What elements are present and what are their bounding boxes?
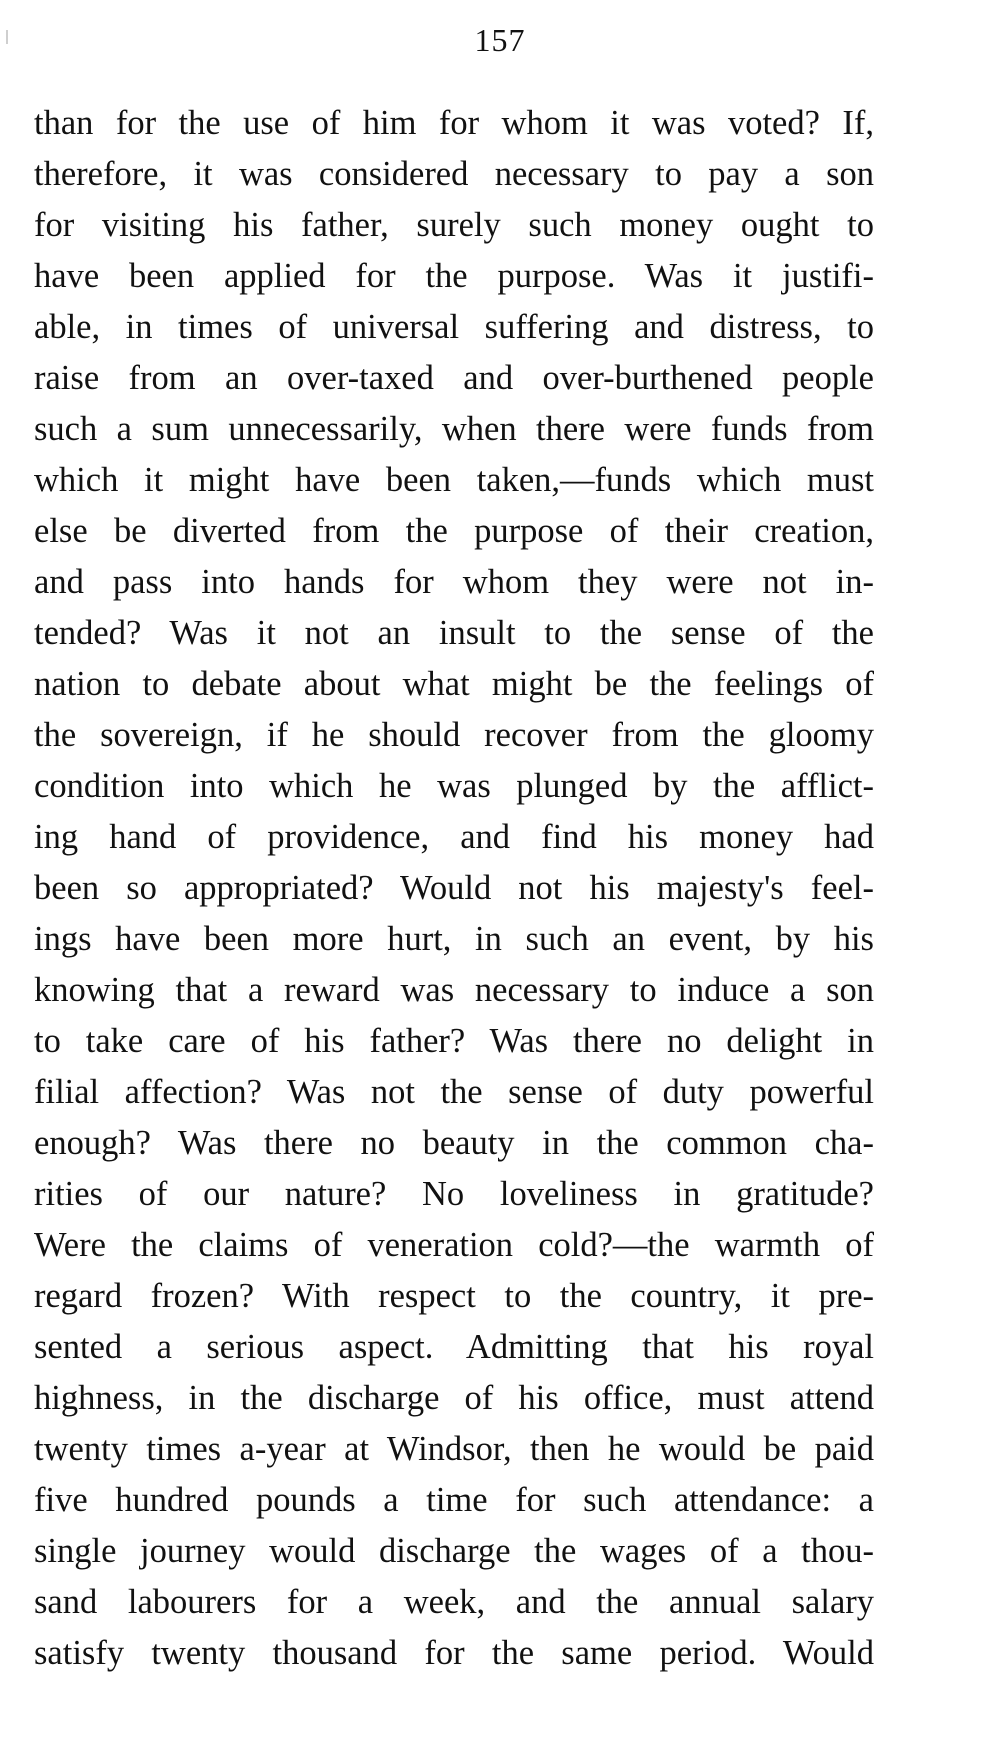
text-line: knowing that a reward was necessary to induce a son [34, 971, 874, 1009]
text-line: else be diverted from the purpose of their creation, [34, 512, 874, 550]
text-line: sand labourers for a week, and the annual salary [34, 1583, 874, 1621]
text-line: such a sum unnecessarily, when there were funds from [34, 410, 874, 448]
text-line: and pass into hands for whom they were not in- [34, 563, 874, 601]
text-line: regard frozen? With respect to the country, it pre- [34, 1277, 874, 1315]
text-line: have been applied for the purpose. Was it justifi- [34, 257, 874, 295]
text-line: single journey would discharge the wages of a thou- [34, 1532, 874, 1570]
body-text [34, 98, 874, 1679]
text-line: condition into which he was plunged by the afflict- [34, 767, 874, 805]
text-line: satisfy twenty thousand for the same period. Would [34, 1634, 874, 1672]
text-line: therefore, it was considered necessary to pay a son [34, 155, 874, 193]
text-line: highness, in the discharge of his office, must attend [34, 1379, 874, 1417]
text-line: five hundred pounds a time for such attendance: a [34, 1481, 874, 1519]
text-line: been so appropriated? Would not his majesty's feel- [34, 869, 874, 907]
text-line: filial affection? Was not the sense of duty powerful [34, 1073, 874, 1111]
text-line: ings have been more hurt, in such an event, by his [34, 920, 874, 958]
text-line: twenty times a-year at Windsor, then he would be paid [34, 1430, 874, 1468]
text-line: Were the claims of veneration cold?—the warmth of [34, 1226, 874, 1264]
text-line: enough? Was there no beauty in the common cha- [34, 1124, 874, 1162]
text-line: sented a serious aspect. Admitting that his royal [34, 1328, 874, 1366]
text-line: the sovereign, if he should recover from the gloomy [34, 716, 874, 754]
text-line: for visiting his father, surely such money ought to [34, 206, 874, 244]
text-line: able, in times of universal suffering and distress, to [34, 308, 874, 346]
text-line: which it might have been taken,—funds which must [34, 461, 874, 499]
text-line: tended? Was it not an insult to the sense of the [34, 614, 874, 652]
text-line: ing hand of providence, and find his money had [34, 818, 874, 856]
text-line: than for the use of him for whom it was voted? If, [34, 104, 874, 142]
page-number: 157 [474, 22, 526, 58]
text-line: rities of our nature? No loveliness in gratitude? [34, 1175, 874, 1213]
text-line: nation to debate about what might be the feelings of [34, 665, 874, 703]
text-line: to take care of his father? Was there no delight in [34, 1022, 874, 1060]
text-line: raise from an over-taxed and over-burthened people [34, 359, 874, 397]
